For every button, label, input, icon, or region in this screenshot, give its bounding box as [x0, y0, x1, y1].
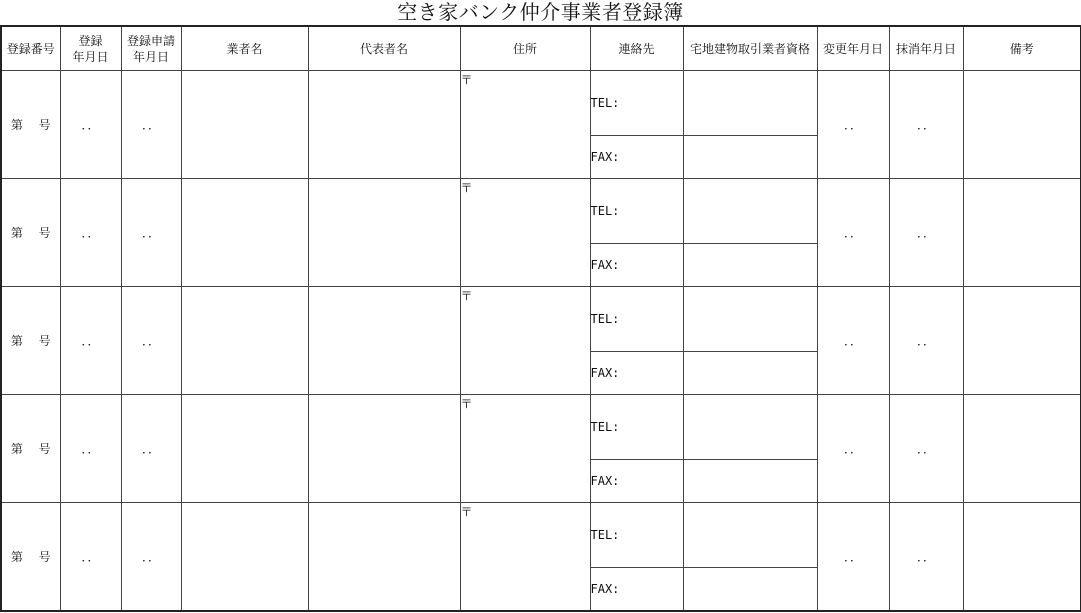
header-business-name: 業者名 [181, 26, 308, 71]
postal-mark: 〒 [460, 397, 473, 412]
cancel-date-cell[interactable]: ．． [889, 503, 963, 611]
application-date-cell[interactable]: ．． [121, 395, 181, 503]
tel-cell[interactable]: TEL: [590, 287, 683, 352]
table-body [1, 71, 1081, 612]
change-date-cell[interactable]: ．． [817, 179, 889, 287]
fax-cell[interactable]: FAX: [590, 460, 683, 503]
license-cell-lower[interactable] [683, 460, 817, 503]
header-registration-date-line1: 登録 [78, 33, 103, 48]
address-cell[interactable] [460, 287, 590, 395]
cancel-date-cell[interactable]: ．． [889, 287, 963, 395]
cancel-date-cell[interactable]: ．． [889, 395, 963, 503]
registration-date-cell[interactable]: ．． [60, 179, 121, 287]
tel-cell[interactable]: TEL: [590, 71, 683, 136]
registration-number-cell[interactable]: 第 号 [1, 179, 60, 287]
representative-name-cell[interactable] [308, 287, 460, 395]
license-cell-lower[interactable] [683, 568, 817, 611]
table-header [1, 26, 1081, 71]
business-name-cell[interactable] [181, 395, 308, 503]
representative-name-cell[interactable] [308, 71, 460, 179]
address-cell[interactable] [460, 395, 590, 503]
header-application-date-line2: 年月日 [132, 49, 169, 64]
fax-cell[interactable]: FAX: [590, 136, 683, 179]
postal-mark: 〒 [460, 73, 473, 87]
fax-cell[interactable]: FAX: [590, 568, 683, 611]
change-date-cell[interactable]: ．． [817, 71, 889, 179]
header-contact-label: 連絡先 [591, 27, 684, 70]
application-date-cell[interactable]: ．． [121, 179, 181, 287]
change-date-cell[interactable]: ．． [817, 503, 889, 611]
header-license-label: 宅地建物取引業者資格 [690, 41, 811, 56]
representative-name-cell[interactable] [308, 503, 460, 611]
business-name-cell[interactable] [181, 179, 308, 287]
postal-mark: 〒 [460, 505, 473, 520]
license-cell-upper[interactable] [683, 71, 817, 136]
business-name-cell[interactable] [181, 71, 308, 179]
change-date-cell[interactable]: ．． [817, 287, 889, 395]
table-row [1, 503, 1081, 568]
registration-number-cell[interactable]: 第 号 [1, 503, 60, 611]
tel-cell[interactable]: TEL: [590, 395, 683, 460]
remarks-cell[interactable] [963, 503, 1081, 611]
registration-date-cell[interactable]: ．． [60, 71, 121, 179]
cancel-date-cell[interactable]: ．． [889, 179, 963, 287]
license-cell-lower[interactable] [683, 352, 817, 395]
fax-cell[interactable]: FAX: [590, 244, 683, 287]
header-contact [590, 26, 817, 71]
address-cell[interactable] [460, 503, 590, 611]
license-cell-upper[interactable] [683, 503, 817, 568]
application-date-cell[interactable]: ．． [121, 71, 181, 179]
license-cell-upper[interactable] [683, 287, 817, 352]
representative-name-cell[interactable] [308, 179, 460, 287]
remarks-cell[interactable] [963, 71, 1081, 179]
registration-number-cell[interactable]: 第 号 [1, 395, 60, 503]
address-cell[interactable] [460, 179, 590, 287]
header-address: 住所 [460, 26, 590, 71]
business-name-cell[interactable] [181, 503, 308, 611]
application-date-cell[interactable]: ．． [121, 287, 181, 395]
application-date-cell[interactable]: ．． [121, 503, 181, 611]
business-name-cell[interactable] [181, 287, 308, 395]
table-row [1, 395, 1081, 460]
license-cell-lower[interactable] [683, 136, 817, 179]
address-cell[interactable] [460, 71, 590, 179]
postal-mark: 〒 [460, 289, 473, 304]
change-date-cell[interactable]: ．． [817, 395, 889, 503]
tel-cell[interactable]: TEL: [590, 503, 683, 568]
table-row [1, 71, 1081, 136]
representative-name-cell[interactable] [308, 395, 460, 503]
registry-table [0, 25, 1081, 612]
registration-number-cell[interactable]: 第 号 [1, 71, 60, 179]
remarks-cell[interactable] [963, 179, 1081, 287]
table-row [1, 287, 1081, 352]
tel-cell[interactable]: TEL: [590, 179, 683, 244]
license-cell-lower[interactable] [683, 244, 817, 287]
header-application-date-line1: 登録申請 [126, 33, 175, 48]
fax-cell[interactable]: FAX: [590, 352, 683, 395]
license-cell-upper[interactable] [683, 179, 817, 244]
table-row [1, 179, 1081, 244]
header-application-date [121, 26, 181, 71]
header-cancel-date: 抹消年月日 [889, 26, 963, 71]
registration-number-cell[interactable]: 第 号 [1, 287, 60, 395]
remarks-cell[interactable] [963, 287, 1081, 395]
registration-date-cell[interactable]: ．． [60, 395, 121, 503]
header-registration-date [60, 26, 121, 71]
header-representative-name: 代表者名 [308, 26, 460, 71]
remarks-cell[interactable] [963, 395, 1081, 503]
header-remarks: 備考 [963, 26, 1081, 71]
header-change-date: 変更年月日 [817, 26, 889, 71]
header-registration-number: 登録番号 [1, 26, 60, 71]
registration-date-cell[interactable]: ．． [60, 503, 121, 611]
cancel-date-cell[interactable]: ．． [889, 71, 963, 179]
header-registration-date-line2: 年月日 [72, 49, 109, 64]
page-title: 空き家バンク仲介事業者登録簿 [397, 0, 684, 24]
registration-date-cell[interactable]: ．． [60, 287, 121, 395]
postal-mark: 〒 [460, 181, 473, 196]
license-cell-upper[interactable] [683, 395, 817, 460]
